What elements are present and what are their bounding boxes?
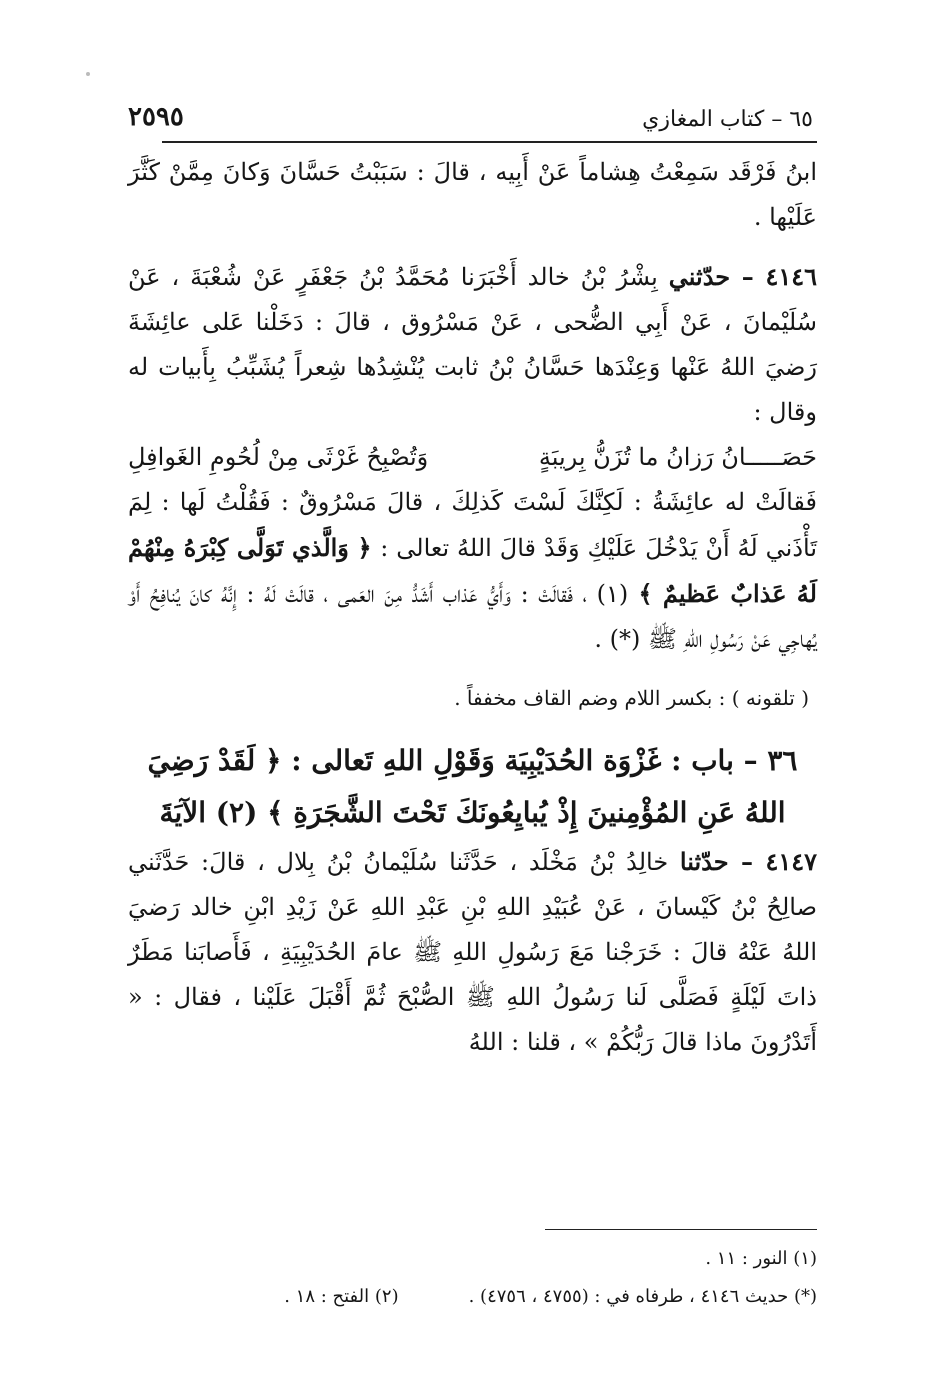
hadith-4147 <box>128 839 817 1065</box>
verse-second-hemistich: وَتُصْبِحُ غَرْثَى مِنْ لُحُومِ الغَوافِلِ <box>128 443 429 471</box>
page-header <box>128 98 813 132</box>
hadith-4146 <box>128 254 817 435</box>
dialogue-text-end: (١) ، فَقالَتْ : وَأَيُّ عَذاب أَشَدُّ مِنَ العَمى ، قالَتْ لَهُ : إِنَّهُ كانَ يُنافِحُ أَوْ يُهاجِي عَنْ رَسُولِ اللهِ ﷺ (*) . <box>128 580 817 653</box>
scan-speck <box>86 72 90 76</box>
verse-first-hemistich: حَصَـــــانُ رَزانُ ما تُزَنُّ بِريبَةٍ <box>538 443 817 471</box>
footnote-rule <box>545 1229 817 1230</box>
hadith-number: ٤١٤٧ – حدّثنا <box>679 847 818 876</box>
header-rule <box>162 141 817 143</box>
quran-quote: ﴿ وَالَّذي تَوَلَّى كِبْرَهُ مِنْهُمْ لَهُ عَذابٌ عَظيمٌ ﴾ <box>128 533 817 608</box>
paragraph-continuation: ابنُ فَرْقَد سَمِعْتُ هِشاماً عَنْ أَبِيه ، قالَ : سَبَبْتُ حَسَّانَ وَكانَ مِمَّنْ كَثَّرَ عَلَيْها . <box>128 158 817 231</box>
footnote-2: (٢) الفتح : ١٨ . <box>284 1286 399 1307</box>
dialogue-text: فَقالَتْ له عائِشَةُ : لَكِنَّكَ لَسْتَ كَذلِكَ ، قالَ مَسْرُوقٌ : فَقُلْتُ لَها : لِمَ تَأْذَني لَهُ أَنْ يَدْخُلَ عَلَيْكِ وَقَدْ قالَ اللهُ تعالى : <box>128 488 817 562</box>
page-body <box>128 150 817 1065</box>
hadith-number: ٤١٤٦ – حدّثني <box>668 262 818 291</box>
hadith-text: بِشْرُ بْنُ خالد أَخْبَرَنا مُحَمَّدُ بْنُ جَعْفَرٍ عَنْ شُعْبَةَ ، عَنْ سُلَيْمانَ ، عَنْ أَبِي الضُّحى ، عَنْ مَسْرُوق ، قالَ : دَخَلْنا عَلى عائِشَةَ رَضيَ اللهُ عَنْها وَعِنْدَها حَسَّانُ بْنُ ثابت يُنْشِدُها شِعراً يُشَبِّبُ بِأَبيات له وقال : <box>128 263 817 426</box>
footnote-star: (*) حديث ٤١٤٦ ، طرفاه في : (٤٧٥٥ ، ٤٧٥٦) . <box>468 1286 817 1307</box>
chapter-heading: ٣٦ – باب : غَزْوَة الحُدَيْبِيَة وَقَوْلِ اللهِ تَعالى : ﴿ لَقَدْ رَضِيَ اللهُ عَنِ المُؤْمِنينَ إِذْ يُبايِعُونَكَ تَحْتَ الشَّجَرَةِ ﴾ (٢) الآيَةَ <box>147 744 798 829</box>
footnote-row <box>128 1278 817 1316</box>
hadith-text: خالِدُ بْنُ مَخْلَد ، حَدَّثَنا سُلَيْمانُ بْنُ بِلال ، قالَ: حَدَّثَني صالِحُ بْنُ كَيْسانَ ، عَنْ عُبَيْدِ اللهِ بْنِ عَبْدِ اللهِ عَنْ زَيْدِ ابْنِ خالد رَضيَ اللهُ عَنْهُ قالَ : خَرَجْنا مَعَ رَسُولِ اللهِ ﷺ عامَ الحُدَيْبِيَةِ ، فَأَصابَنا مَطَرٌ ذاتَ لَيْلَةٍ فَصَلَّى لَنا رَسُولُ اللهِ ﷺ الصُّبْحَ ثُمَّ أَقْبَلَ عَلَيْنا ، فقال : « أَتَدْرُونَ ماذا قالَ رَبُّكُمْ » ، قلنا : اللهُ <box>128 848 817 1056</box>
footnote-1: (١) النور : ١١ . <box>705 1248 817 1269</box>
chapter-title: ٦٥ – كتاب المغازي <box>642 107 813 132</box>
glossary-note: ( تلقونه ) : بكسر اللام وضم القاف مخففاً . <box>454 686 809 710</box>
footnotes <box>128 1240 817 1316</box>
poetry-verse <box>128 435 817 480</box>
page-number: ٢٥٩٥ <box>128 102 184 132</box>
hadith-4146-continued <box>128 480 817 662</box>
